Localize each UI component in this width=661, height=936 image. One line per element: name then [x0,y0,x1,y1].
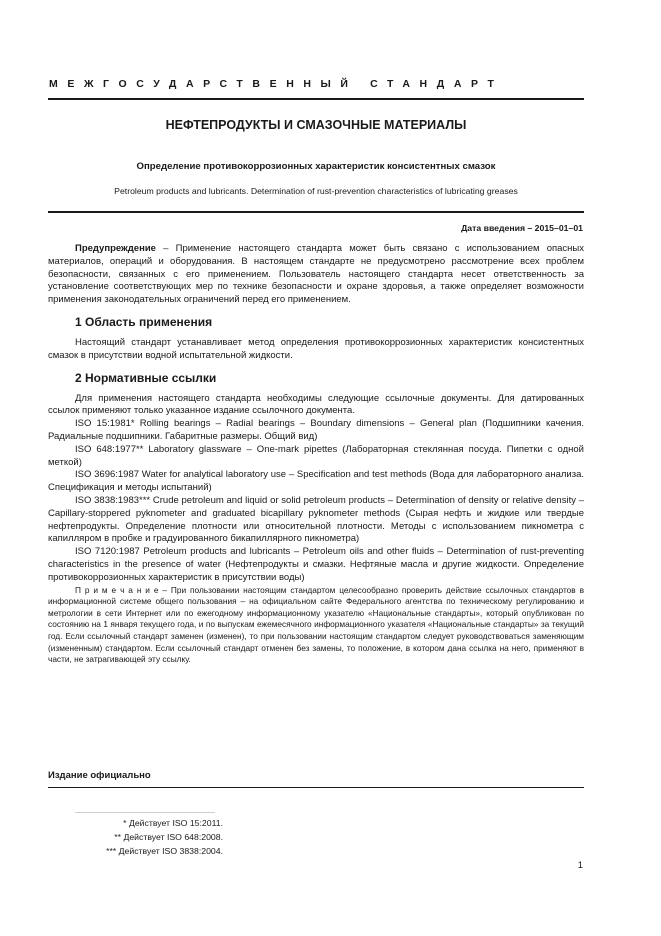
document-title: НЕФТЕПРОДУКТЫ И СМАЗОЧНЫЕ МАТЕРИАЛЫ [165,118,467,132]
footnote-item: ** Действует ISO 648:2008. [114,832,223,842]
document-subtitle-english: Petroleum products and lubricants. Determination of rust-prevention characteristics of lubricating greases [114,186,518,196]
reference-item: ISO 15:1981* Rolling bearings – Radial bearings – Boundary dimensions – General plan (Подшипники качения. Радиальные подшипники. Габаритные размеры. Общий вид) [48,418,584,442]
footnote-item: * Действует ISO 15:2011. [123,818,223,828]
note-label: П р и м е ч а н и е [75,584,159,595]
reference-item: ISO 7120:1987 Petroleum products and lubricants – Petroleum oils and other fluids – Determination of rust-preventing characteristics in the presence of water (Нефтепродукты и смазки. Нефтяные масла и другие жидкости. Определение противокоррозионных характеристик в присутствии воды) [48,546,584,583]
document-subtitle: Определение противокоррозионных характеристик консистентных смазок [136,161,496,172]
document-body [48,243,584,666]
warning-paragraph [48,243,584,307]
page-number: 1 [577,860,583,871]
title-rule [48,211,584,213]
note-paragraph [48,585,584,666]
introduction-date: Дата введения – 2015–01–01 [461,223,583,233]
warning-label: Предупреждение [75,243,156,254]
warning-text: – Применение настоящего стандарта может быть связано с использованием опасных материалов, операций и оборудования. В настоящем стандарте не предусмотрено рассмотрение всех проблем безопасности, связанных с его применением. Пользователь настоящего стандарта несет ответственность за установление соответствующих мер по технике безопасности и охране здоровья, а также определяет возможности применения законодательных ограничений перед его применением. [48,243,584,306]
official-edition-label: Издание официально [48,770,151,781]
reference-item: ISO 3838:1983*** Crude petroleum and liquid or solid petroleum products – Determination of density or relative density – Capillary-stoppered pyknometer and graduated bicapillary pyknometer methods (Сырая нефть и жидкие или твердые нефтепродукты. Определение плотности или относительной плотности. Методы с использованием пикнометра с капилляром в пробке и градуированного бикапиллярного пикнометра) [48,494,584,545]
footnotes [48,816,223,858]
header-rule [48,98,584,100]
reference-item: ISO 648:1977** Laboratory glassware – One-mark pipettes (Лабораторная стеклянная посуда. Пипетки с одной меткой) [48,443,584,468]
footnote-item: *** Действует ISO 3838:2004. [106,846,223,856]
section-1-heading: 1 Область применения [75,314,213,329]
section-1-text: Настоящий стандарт устанавливает метод определения противокоррозионных характеристик консистентных смазок в присутствии водной испытательной жидкости. [48,336,584,361]
note-text: – При пользовании настоящим стандартом целесообразно проверить действие ссылочных стандартов в информационной системе общего пользования – на официальном сайте Федерального агентства по техническому регулированию и метрологии в сети Интернет или по ежегодному информационному указателю «Национальные стандарты», который опубликован по состоянию на 1 января текущего года, и по выпускам ежемесячного информационного указателя «Национальные стандарты» за текущий год. Если ссылочный стандарт заменен (изменен), то при пользовании настоящим стандартом следует руководствоваться заменяющим (измененным) стандартом. Если ссылочный стандарт отменен без замены, то положение, в котором дана ссылка на него, применяют в части, не затрагивающей эту ссылку. [48,584,584,665]
footnote-separator [75,812,215,813]
reference-item: ISO 3696:1987 Water for analytical laboratory use – Specification and test methods (Вода для лабораторного анализа. Спецификация и методы испытаний) [48,469,584,494]
section-2-intro: Для применения настоящего стандарта необходимы следующие ссылочные документы. Для датированных ссылок применяют только указанное издание ссылочного документа. [48,392,584,417]
official-edition-rule [48,787,584,788]
section-2-heading: 2 Нормативные ссылки [75,370,217,385]
standard-type-header: МЕЖГОСУДАРСТВЕННЫЙ СТАНДАРТ [49,78,504,90]
